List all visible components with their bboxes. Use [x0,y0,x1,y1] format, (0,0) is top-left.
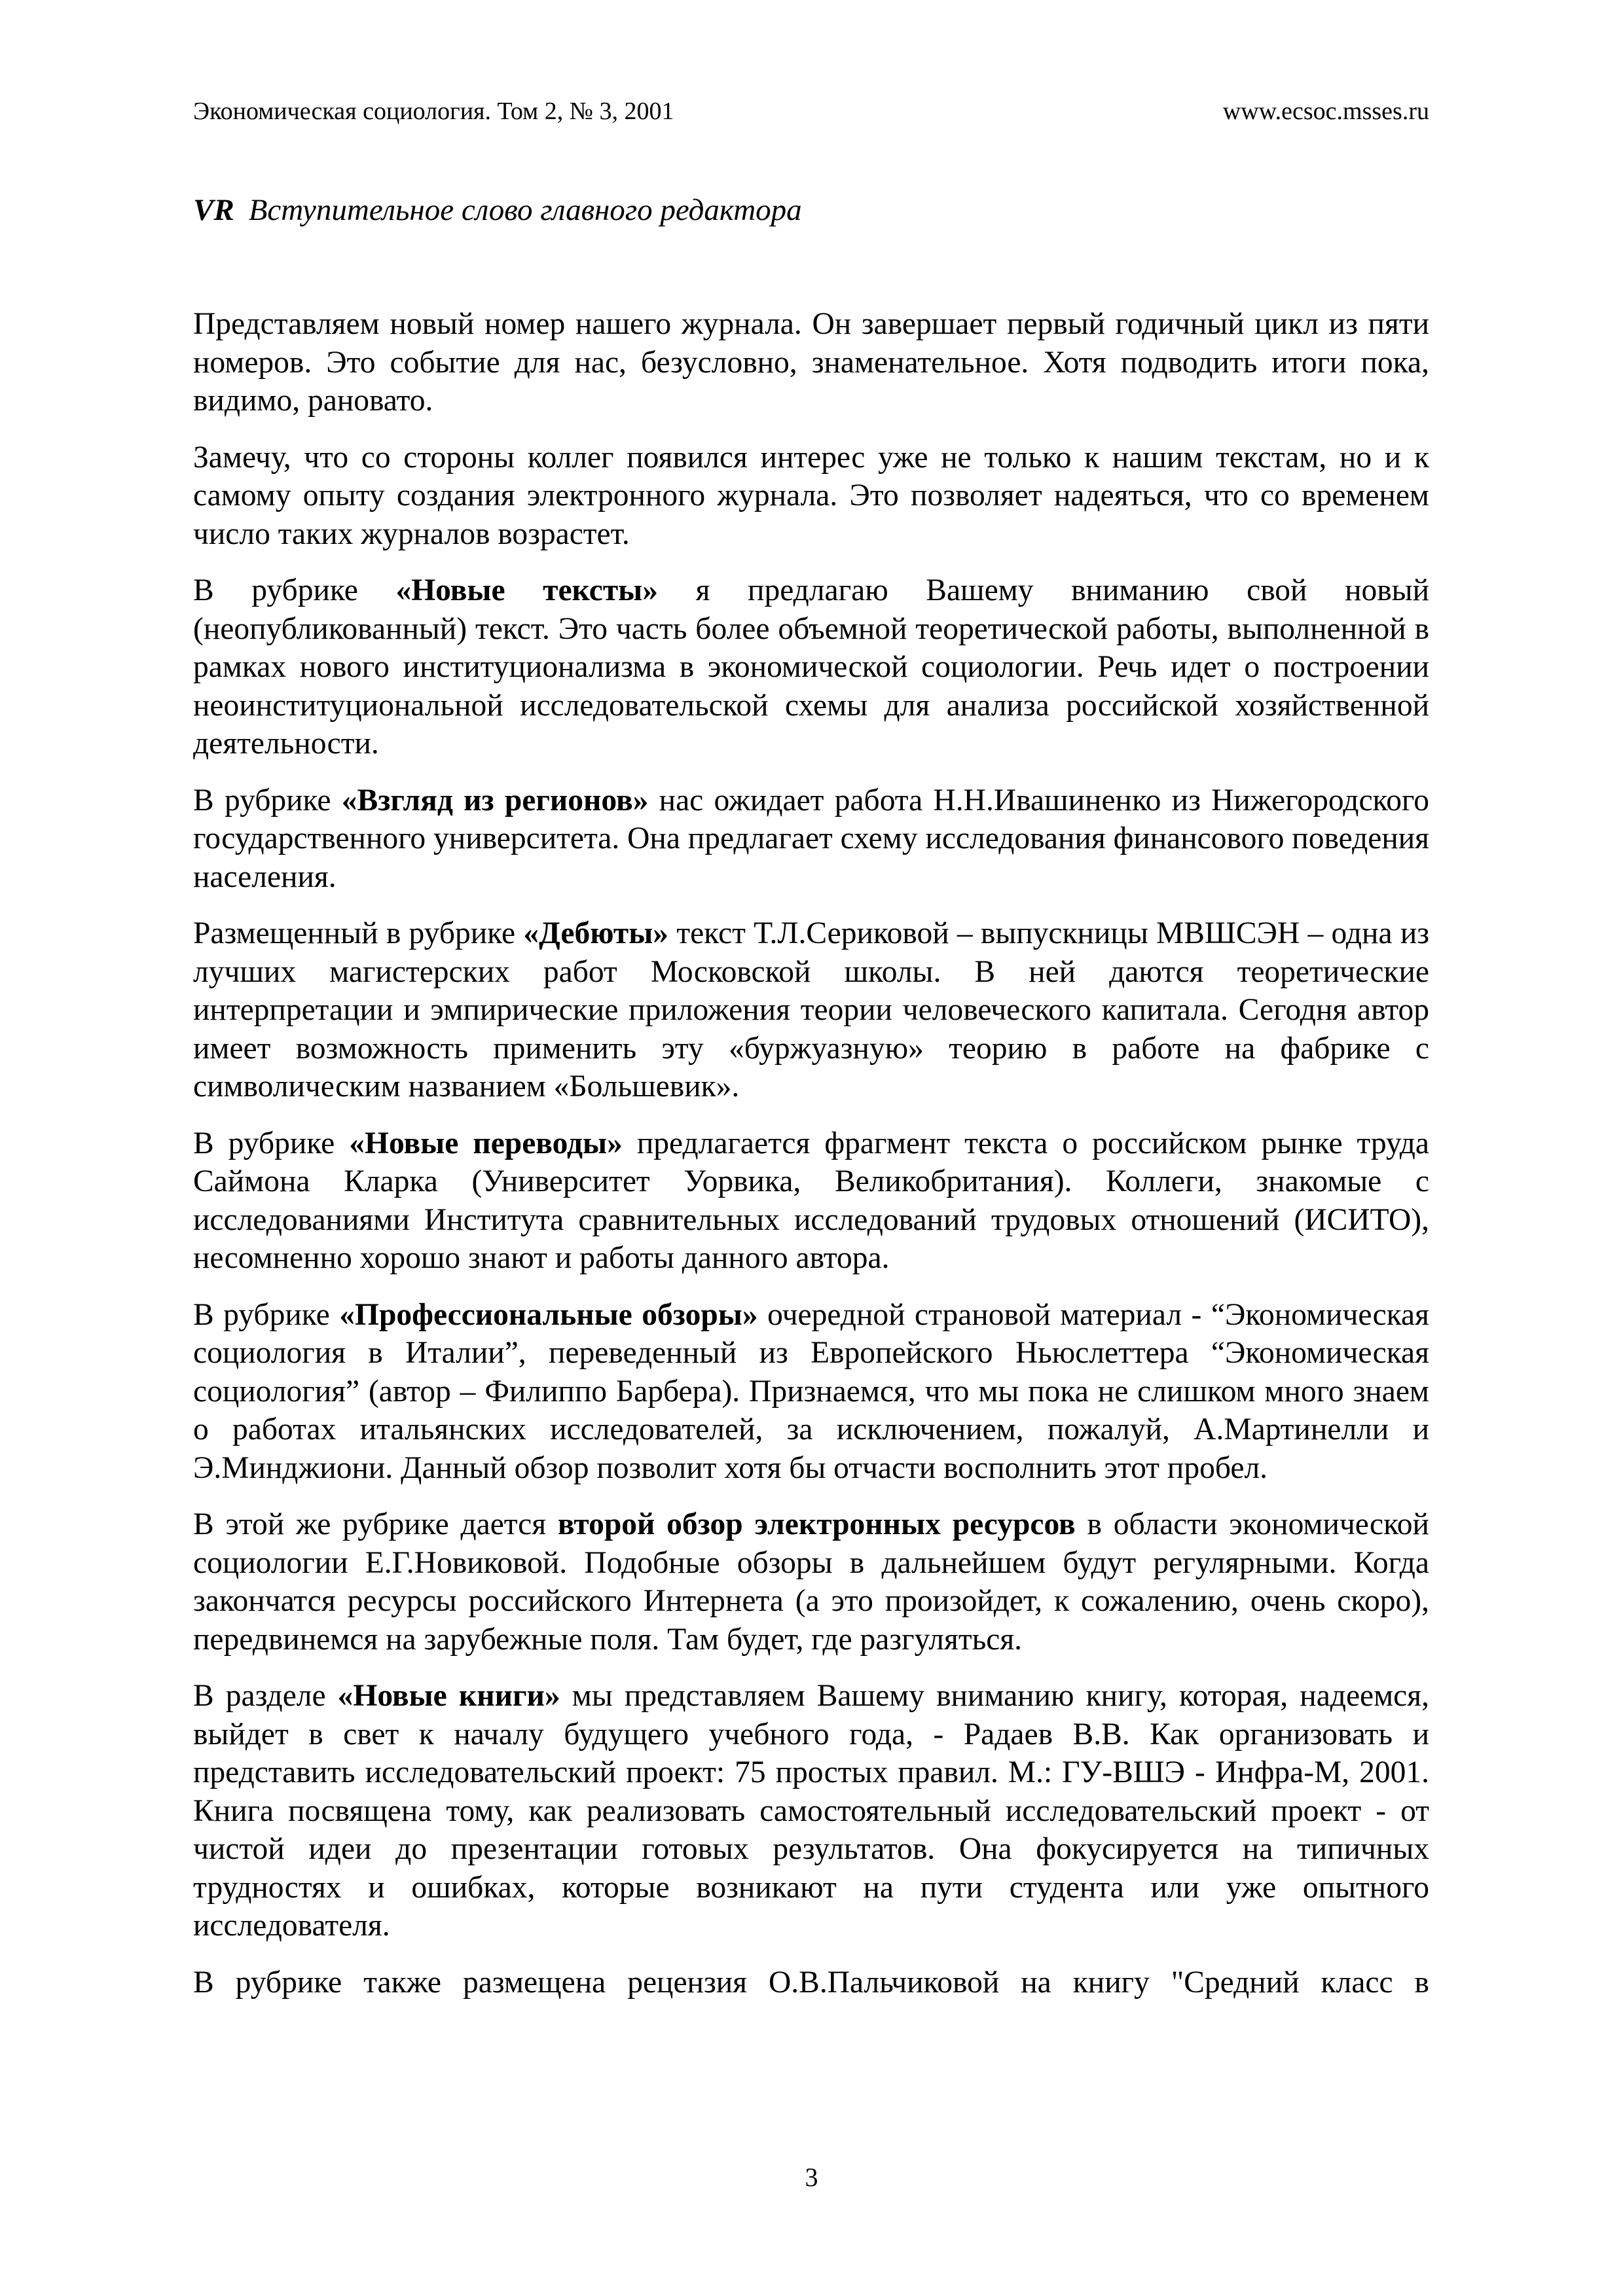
paragraph-text: Размещенный в рубрике [193,916,524,950]
paragraph-text: В рубрике [193,1297,340,1332]
body-paragraph [193,1677,1429,1945]
rubric-name: «Новые книги» [337,1679,560,1713]
rubric-name: «Профессиональные обзоры» [339,1297,758,1332]
rubric-name: «Взгляд из регионов» [341,783,649,817]
rubric-name: второй обзор электронных ресурсов [557,1507,1076,1541]
paragraph-text: в области экономической социологии Е.Г.Новиковой. Подобные обзоры в дальнейшем будут регулярными. Когда закончатся ресурсы российского Интернета (а это произойдет, к сожалению, очень скоро), передвинемся на зарубежные поля. Там будет, где разгуляться. [193,1507,1429,1657]
rubric-name: «Дебюты» [523,916,669,950]
paragraph-text: очередной страновой материал - “Экономическая социология в Италии”, переведенный из Европейского Ньюслеттера “Экономическая социология” (автор – Филиппо Барбера). Признаемся, что мы пока не слишком много знаем о работах итальянских исследователей, за исключением, пожалуй, А.Мартинелли и Э.Минджиони. Данный обзор позволит хотя бы отчасти восполнить этот пробел. [193,1297,1429,1485]
paragraph-text: я предлагаю Вашему вниманию свой новый (неопубликованный) текст. Это часть более объемной теоретической работы, выполненной в рамках нового институционализма в экономической социологии. Речь идет о построении неоинституциональной исследовательской схемы для анализа российской хозяйственной деятельности. [193,573,1430,761]
paragraph-text: текст Т.Л.Сериковой – выпускницы МВШСЭН – одна из лучших магистерских работ Московской школы. В ней даются теоретические интерпретации и эмпирические приложения теории человеческого капитала. Сегодня автор имеет возможность применить эту «буржуазную» теорию в работе на фабрике с символическим названием «Большевик». [193,916,1429,1103]
paragraph-text: В рубрике [193,783,342,817]
paragraph-text: предлагается фрагмент текста о российском рынке труда Саймона Кларка (Университет Уорвика, Великобритания). Коллеги, знакомые с исследованиями Института сравнительных исследований трудовых отношений (ИСИТО), несомненно хорошо знают и работы данного автора. [193,1126,1429,1275]
paragraph-text: В разделе [193,1679,338,1713]
paragraph-text: нас ожидает работа Н.Н.Ивашиненко из Нижегородского государственного университета. Она предлагает схему исследования финансового поведения населения. [193,783,1430,894]
paragraph-text: Представляем новый номер нашего журнала. Он завершает первый годичный цикл из пяти номеров. Это событие для нас, безусловно, знаменательное. Хотя подводить итоги пока, видимо, рановато. [193,307,1429,418]
paragraph-text: В этой же рубрике дается [193,1507,558,1541]
journal-website: www.ecsoc.msses.ru [1222,98,1429,125]
page-number: 3 [805,2162,818,2192]
body-paragraph [193,1296,1429,1488]
body-paragraph [193,439,1429,554]
body-paragraph [193,781,1429,897]
section-title: Вступительное слово главного редактора [248,193,802,227]
paragraph-text: Замечу, что со стороны коллег появился интерес уже не только к нашим текстам, но и к самому опыту создания электронного журнала. Это позволяет надеяться, что со временем число таких журналов возрастет. [193,440,1429,551]
section-code: VR [193,193,234,227]
section-heading [193,190,802,230]
body-paragraph [193,305,1429,420]
running-header [193,92,1429,131]
paragraph-text: В рубрике также размещена рецензия О.В.Пальчиковой на книгу "Средний класс в [193,1965,1429,2000]
body-paragraph [193,1964,1429,2002]
journal-citation: Экономическая социология. Том 2, № 3, 2001 [193,98,674,125]
body-paragraph [193,1124,1429,1278]
paragraph-text: В рубрике [193,573,396,607]
body-paragraph [193,571,1429,763]
rubric-name: «Новые тексты» [395,573,658,607]
rubric-name: «Новые переводы» [349,1126,623,1160]
body-paragraph [193,1505,1429,1659]
paragraph-text: мы представляем Вашему вниманию книгу, которая, надеемся, выйдет в свет к началу будущего учебного года, - Радаев В.В. Как организовать и представить исследовательский проект: 75 простых правил. М.: ГУ-ВШЭ - Инфра-М, 2001. Книга посвящена тому, как реализовать самостоятельный исследовательский проект - от чистой идеи до презентации готовых результатов. Она фокусируется на типичных трудностях и ошибках, которые возникают на пути студента или уже опытного исследователя. [193,1679,1429,1943]
body-paragraph [193,914,1429,1106]
paragraph-text: В рубрике [193,1126,350,1160]
article-body [193,305,1429,2020]
